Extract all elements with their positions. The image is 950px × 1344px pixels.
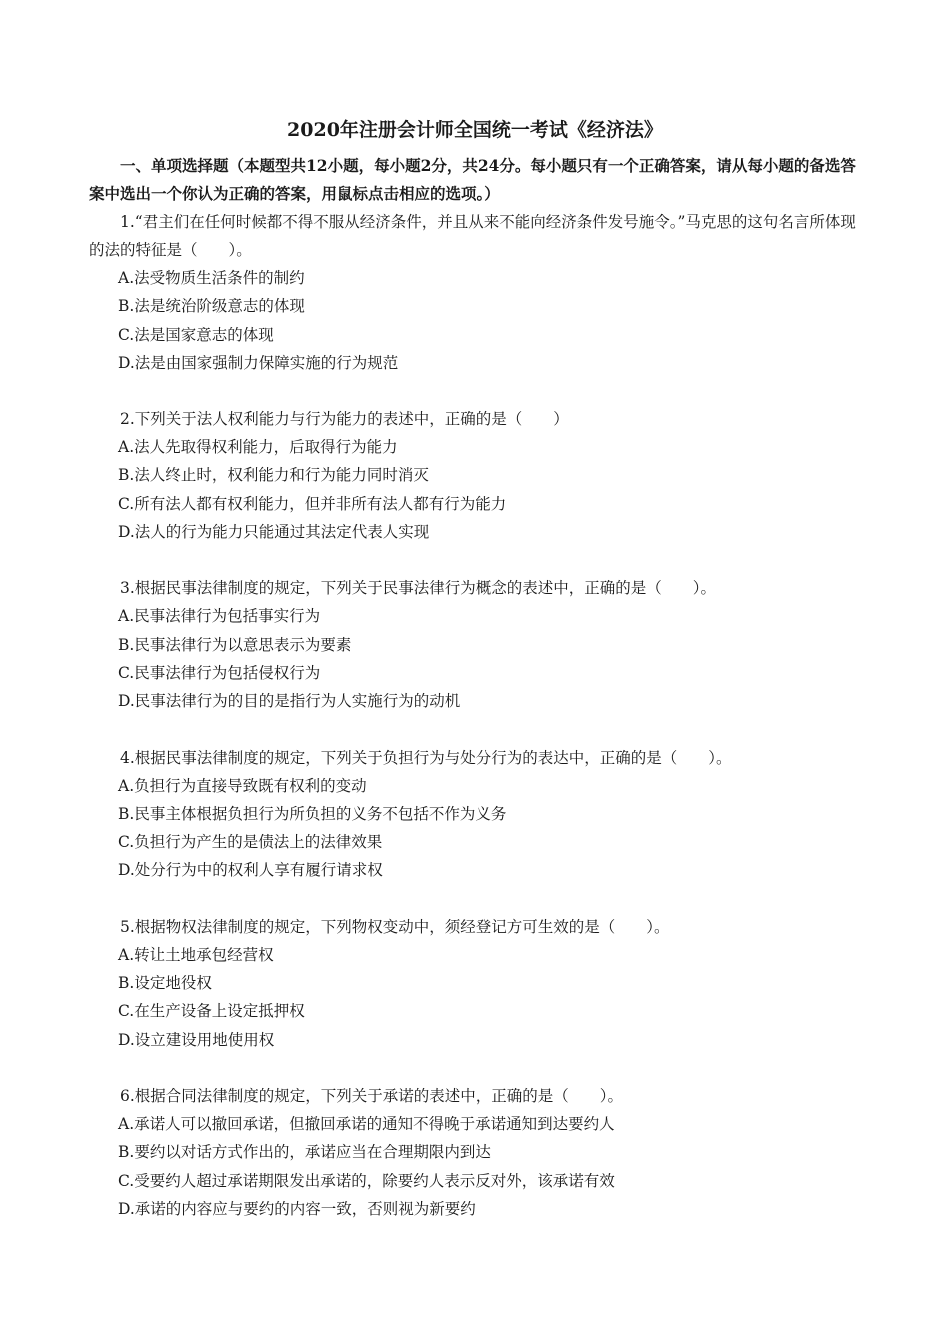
question-6 — [89, 1082, 864, 1223]
option-d[interactable]: D.法是由国家强制力保障实施的行为规范 — [118, 353, 399, 372]
option-d[interactable]: D.民事法律行为的目的是指行为人实施行为的动机 — [118, 692, 461, 711]
option-a[interactable]: A.负担行为直接导致既有权利的变动 — [118, 776, 367, 795]
option-b[interactable]: B.民事法律行为以意思表示为要素 — [118, 635, 352, 654]
question-3 — [89, 574, 864, 715]
option-d[interactable]: D.设立建设用地使用权 — [118, 1030, 275, 1049]
option-b[interactable]: B.民事主体根据负担行为所负担的义务不包括不作为义务 — [118, 804, 507, 823]
question-stem: 2.下列关于法人权利能力与行为能力的表述中，正确的是（ ） — [120, 410, 569, 429]
document-title: 2020年注册会计师全国统一考试《经济法》 — [287, 119, 663, 141]
question-1 — [89, 208, 864, 377]
option-b[interactable]: B.法人终止时，权利能力和行为能力同时消灭 — [118, 466, 429, 485]
option-a[interactable]: A.法人先取得权利能力，后取得行为能力 — [118, 438, 398, 457]
option-b[interactable]: B.要约以对话方式作出的，承诺应当在合理期限内到达 — [118, 1143, 491, 1162]
question-stem: 1.“君主们在任何时候都不得不服从经济条件，并且从来不能向经济条件发号施令。”马克思的这句名言所体现的法的特征是（ ）。 — [89, 213, 856, 259]
question-list — [89, 208, 864, 1251]
option-a[interactable]: A.转让土地承包经营权 — [118, 945, 274, 964]
option-c[interactable]: C.民事法律行为包括侵权行为 — [118, 663, 321, 682]
option-c[interactable]: C.所有法人都有权利能力，但并非所有法人都有行为能力 — [118, 494, 507, 513]
question-4 — [89, 744, 864, 885]
option-a[interactable]: A.法受物质生活条件的制约 — [118, 269, 305, 287]
option-c[interactable]: C.负担行为产生的是债法上的法律效果 — [118, 833, 383, 852]
question-stem: 6.根据合同法律制度的规定，下列关于承诺的表述中，正确的是（ ）。 — [120, 1086, 624, 1105]
option-a[interactable]: A.承诺人可以撤回承诺，但撤回承诺的通知不得晚于承诺通知到达要约人 — [118, 1114, 615, 1133]
option-a[interactable]: A.民事法律行为包括事实行为 — [118, 607, 321, 626]
option-c[interactable]: C.受要约人超过承诺期限发出承诺的，除要约人表示反对外，该承诺有效 — [118, 1171, 615, 1190]
question-5 — [89, 913, 864, 1054]
option-b[interactable]: B.设定地役权 — [118, 974, 212, 993]
section-intro: 一、单项选择题（本题型共12小题，每小题2分，共24分。每小题只有一个正确答案，请从每小题的备选答案中选出一个你认为正确的答案，用鼠标点击相应的选项。） — [89, 156, 856, 203]
question-stem: 5.根据物权法律制度的规定，下列物权变动中，须经登记方可生效的是（ ）。 — [120, 917, 670, 936]
option-c[interactable]: C.法是国家意志的体现 — [118, 325, 274, 344]
option-d[interactable]: D.承诺的内容应与要约的内容一致，否则视为新要约 — [118, 1199, 476, 1218]
option-d[interactable]: D.处分行为中的权利人享有履行请求权 — [118, 861, 383, 880]
option-b[interactable]: B.法是统治阶级意志的体现 — [118, 297, 305, 316]
option-c[interactable]: C.在生产设备上设定抵押权 — [118, 1002, 305, 1021]
question-2 — [89, 405, 864, 546]
option-d[interactable]: D.法人的行为能力只能通过其法定代表人实现 — [118, 523, 430, 542]
question-stem: 4.根据民事法律制度的规定，下列关于负担行为与处分行为的表达中，正确的是（ ）。 — [120, 748, 732, 767]
question-stem: 3.根据民事法律制度的规定，下列关于民事法律行为概念的表述中，正确的是（ ）。 — [120, 579, 717, 598]
